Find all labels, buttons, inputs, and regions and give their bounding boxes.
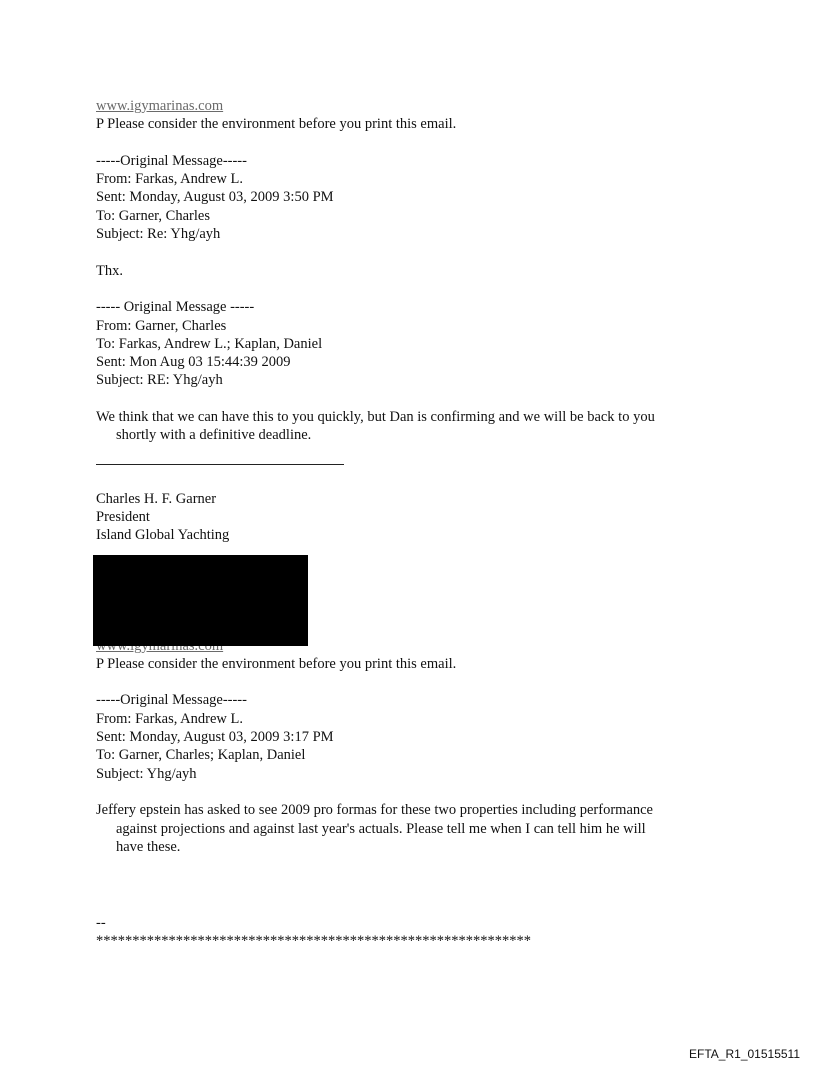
environment-notice: P Please consider the environment before you print this email. — [96, 655, 457, 672]
message-from: From: Farkas, Andrew L. — [96, 710, 243, 727]
website-link[interactable]: www.igymarinas.com — [96, 98, 224, 114]
email-document — [96, 97, 736, 951]
message-from: From: Farkas, Andrew L. — [96, 171, 243, 188]
signature-divider — [96, 464, 344, 465]
message-body: We think that we can have this to you quickly, but Dan is confirming and we will be back to you shortly with a definitive deadline. — [96, 409, 655, 444]
message-subject: Subject: RE: Yhg/ayh — [96, 372, 223, 389]
document-id: EFTA_R1_01515511 — [689, 1047, 800, 1061]
message-from: From: Garner, Charles — [96, 317, 227, 334]
message-to: To: Farkas, Andrew L.; Kaplan, Daniel — [96, 335, 323, 352]
message-body: Jeffery epstein has asked to see 2009 pro formas for these two properties including performance against projections and against last year's actuals. Please tell me when I can tell him he will have these. — [96, 802, 653, 855]
message-to: To: Garner, Charles — [96, 207, 210, 224]
message-header: -----Original Message----- — [96, 692, 247, 709]
message-header: ----- Original Message ----- — [96, 299, 255, 316]
message-body: Thx. — [96, 262, 123, 279]
trailer-dashes: -- — [96, 915, 106, 932]
message-header: -----Original Message----- — [96, 152, 247, 169]
message-sent: Sent: Mon Aug 03 15:44:39 2009 — [96, 354, 291, 371]
original-message-3 — [96, 691, 736, 856]
original-message-1 — [96, 152, 736, 280]
redaction-box — [93, 555, 308, 646]
message-sent: Sent: Monday, August 03, 2009 3:50 PM — [96, 189, 334, 206]
message-subject: Subject: Re: Yhg/ayh — [96, 226, 221, 243]
original-message-2 — [96, 298, 736, 444]
message-to: To: Garner, Charles; Kaplan, Daniel — [96, 747, 306, 764]
message-subject: Subject: Yhg/ayh — [96, 765, 197, 782]
signature-company: Island Global Yachting — [96, 527, 230, 544]
signature-name: Charles H. F. Garner — [96, 490, 217, 507]
message-sent: Sent: Monday, August 03, 2009 3:17 PM — [96, 729, 334, 746]
signature-title: President — [96, 508, 150, 525]
trailer-stars: ************************************************************ — [96, 933, 531, 950]
environment-notice: P Please consider the environment before you print this email. — [96, 116, 457, 133]
